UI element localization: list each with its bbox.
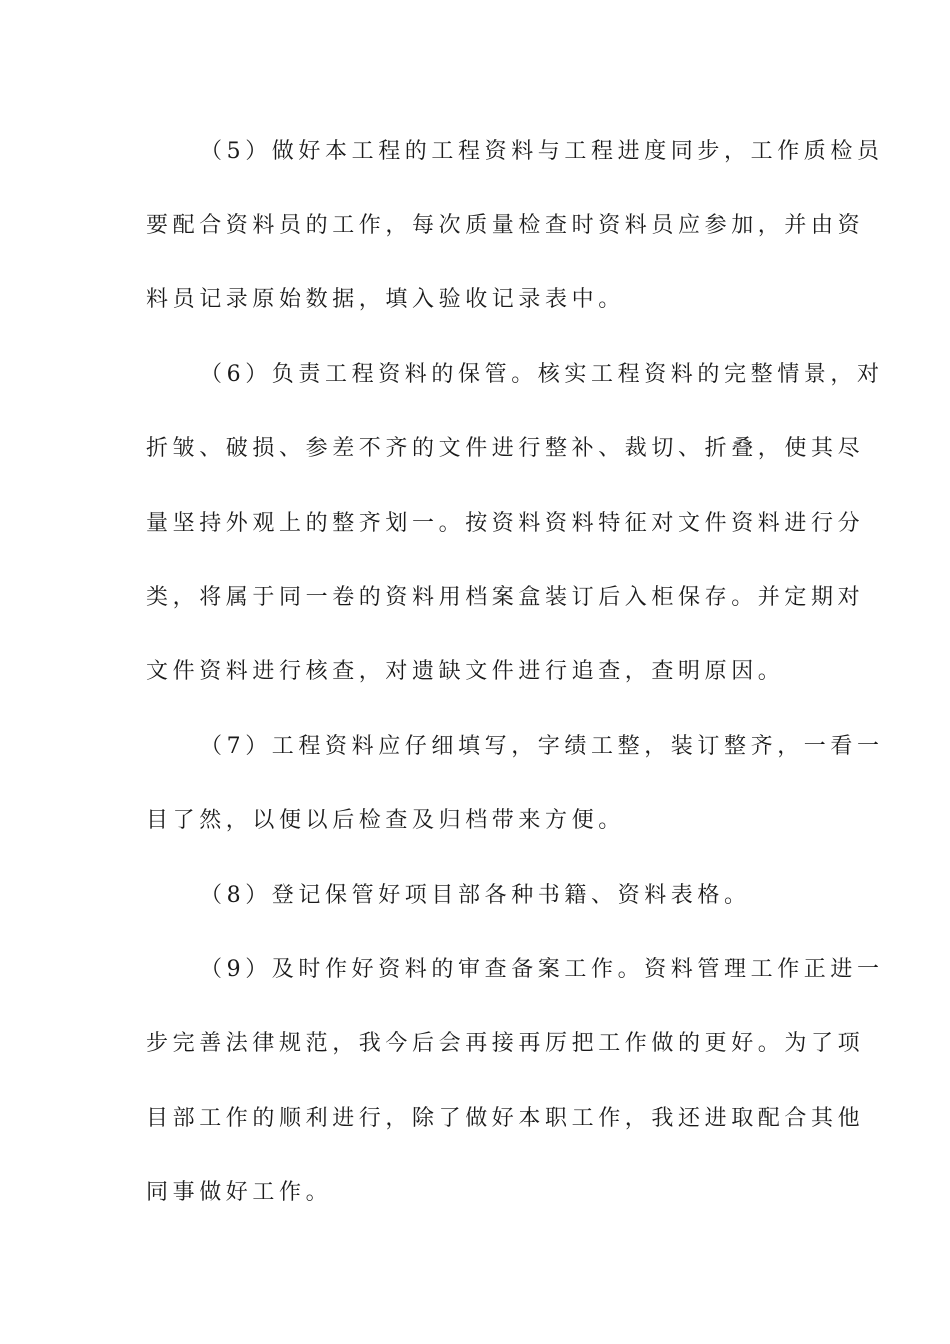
- paragraph-8-line-1: （8）登记保管好项目部各种书籍、资料表格。: [200, 883, 751, 908]
- paragraph-7-line-1: （7）工程资料应仔细填写，字绩工整，装订整齐，一看一: [200, 734, 884, 759]
- paragraph-9-line-3: 目部工作的顺利进行，除了做好本职工作，我还进取配合其他: [146, 1106, 865, 1131]
- paragraph-5-line-1: （5）做好本工程的工程资料与工程进度同步，工作质检员: [200, 139, 884, 164]
- paragraph-7-line-2: 目了然，以便以后检查及归档带来方便。: [146, 808, 625, 833]
- paragraph-6-line-1: （6）负责工程资料的保管。核实工程资料的完整情景，对: [200, 362, 884, 387]
- paragraph-9-line-4: 同事做好工作。: [146, 1180, 333, 1205]
- paragraph-6-line-4: 类，将属于同一卷的资料用档案盒装订后入柜保存。并定期对: [146, 585, 865, 610]
- paragraph-6-line-2: 折皱、破损、参差不齐的文件进行整补、裁切、折叠，使其尽: [146, 436, 865, 461]
- paragraph-5-line-3: 料员记录原始数据，填入验收记录表中。: [146, 287, 625, 312]
- paragraph-9-line-1: （9）及时作好资料的审查备案工作。资料管理工作正进一: [200, 957, 884, 982]
- paragraph-6-line-5: 文件资料进行核查，对遗缺文件进行追查，查明原因。: [146, 659, 785, 684]
- paragraph-5-line-2: 要配合资料员的工作，每次质量检查时资料员应参加，并由资: [146, 213, 865, 238]
- paragraph-9-line-2: 步完善法律规范，我今后会再接再厉把工作做的更好。为了项: [146, 1031, 865, 1056]
- paragraph-6-line-3: 量坚持外观上的整齐划一。按资料资料特征对文件资料进行分: [146, 511, 865, 536]
